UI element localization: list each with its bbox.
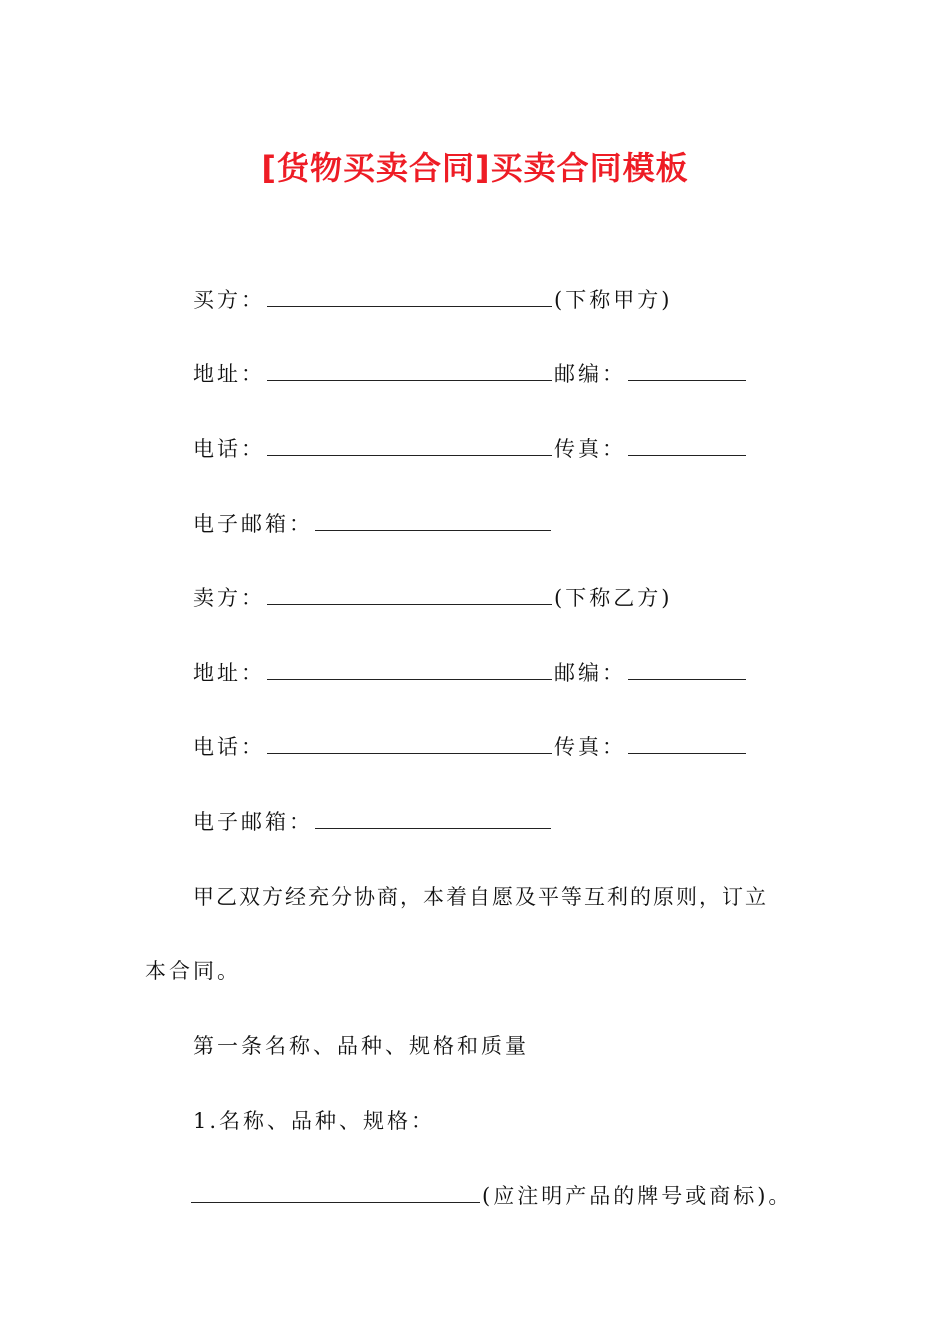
seller-address-label: 地址： (193, 661, 265, 685)
buyer-address-blank[interactable] (267, 359, 552, 381)
item-1-brand-blank[interactable] (191, 1181, 480, 1203)
buyer-address-line (193, 359, 748, 389)
seller-email-blank[interactable] (315, 807, 551, 829)
buyer-postcode-blank[interactable] (628, 359, 746, 381)
seller-email-label: 电子邮箱： (193, 810, 313, 834)
item-1-line (191, 1181, 792, 1211)
seller-line (193, 583, 672, 613)
seller-address-line (193, 658, 748, 688)
item-1-label: 1.名称、品种、规格： (193, 1109, 436, 1133)
seller-postcode-blank[interactable] (628, 658, 746, 680)
item-1-note: (应注明产品的牌号或商标)。 (482, 1184, 793, 1208)
buyer-suffix: (下称甲方) (554, 288, 673, 312)
buyer-name-blank[interactable] (267, 285, 552, 307)
buyer-address-label: 地址： (193, 362, 265, 386)
buyer-postcode-label: 邮编： (554, 362, 626, 386)
buyer-email-blank[interactable] (315, 509, 551, 531)
seller-label: 卖方： (193, 586, 265, 610)
seller-name-blank[interactable] (267, 583, 552, 605)
seller-address-blank[interactable] (267, 658, 552, 680)
buyer-fax-label: 传真： (554, 437, 626, 461)
buyer-email-label: 电子邮箱： (193, 512, 313, 536)
buyer-fax-blank[interactable] (628, 434, 746, 456)
buyer-label: 买方： (193, 288, 265, 312)
buyer-line (193, 285, 672, 315)
buyer-phone-line (193, 434, 748, 464)
intro-line-2: 本合同。 (145, 959, 241, 983)
seller-suffix: (下称乙方) (554, 586, 673, 610)
seller-phone-blank[interactable] (267, 732, 552, 754)
seller-fax-blank[interactable] (628, 732, 746, 754)
seller-postcode-label: 邮编： (554, 661, 626, 685)
article-1-heading: 第一条名称、品种、规格和质量 (193, 1034, 529, 1058)
seller-phone-line (193, 732, 748, 762)
buyer-phone-label: 电话： (193, 437, 265, 461)
seller-phone-label: 电话： (193, 735, 265, 759)
seller-email-line (193, 807, 553, 837)
buyer-email-line (193, 509, 553, 539)
seller-fax-label: 传真： (554, 735, 626, 759)
intro-line-1: 甲乙双方经充分协商，本着自愿及平等互利的原则，订立 (193, 885, 768, 909)
document-title: [货物买卖合同]买卖合同模板 (261, 149, 689, 187)
buyer-phone-blank[interactable] (267, 434, 552, 456)
